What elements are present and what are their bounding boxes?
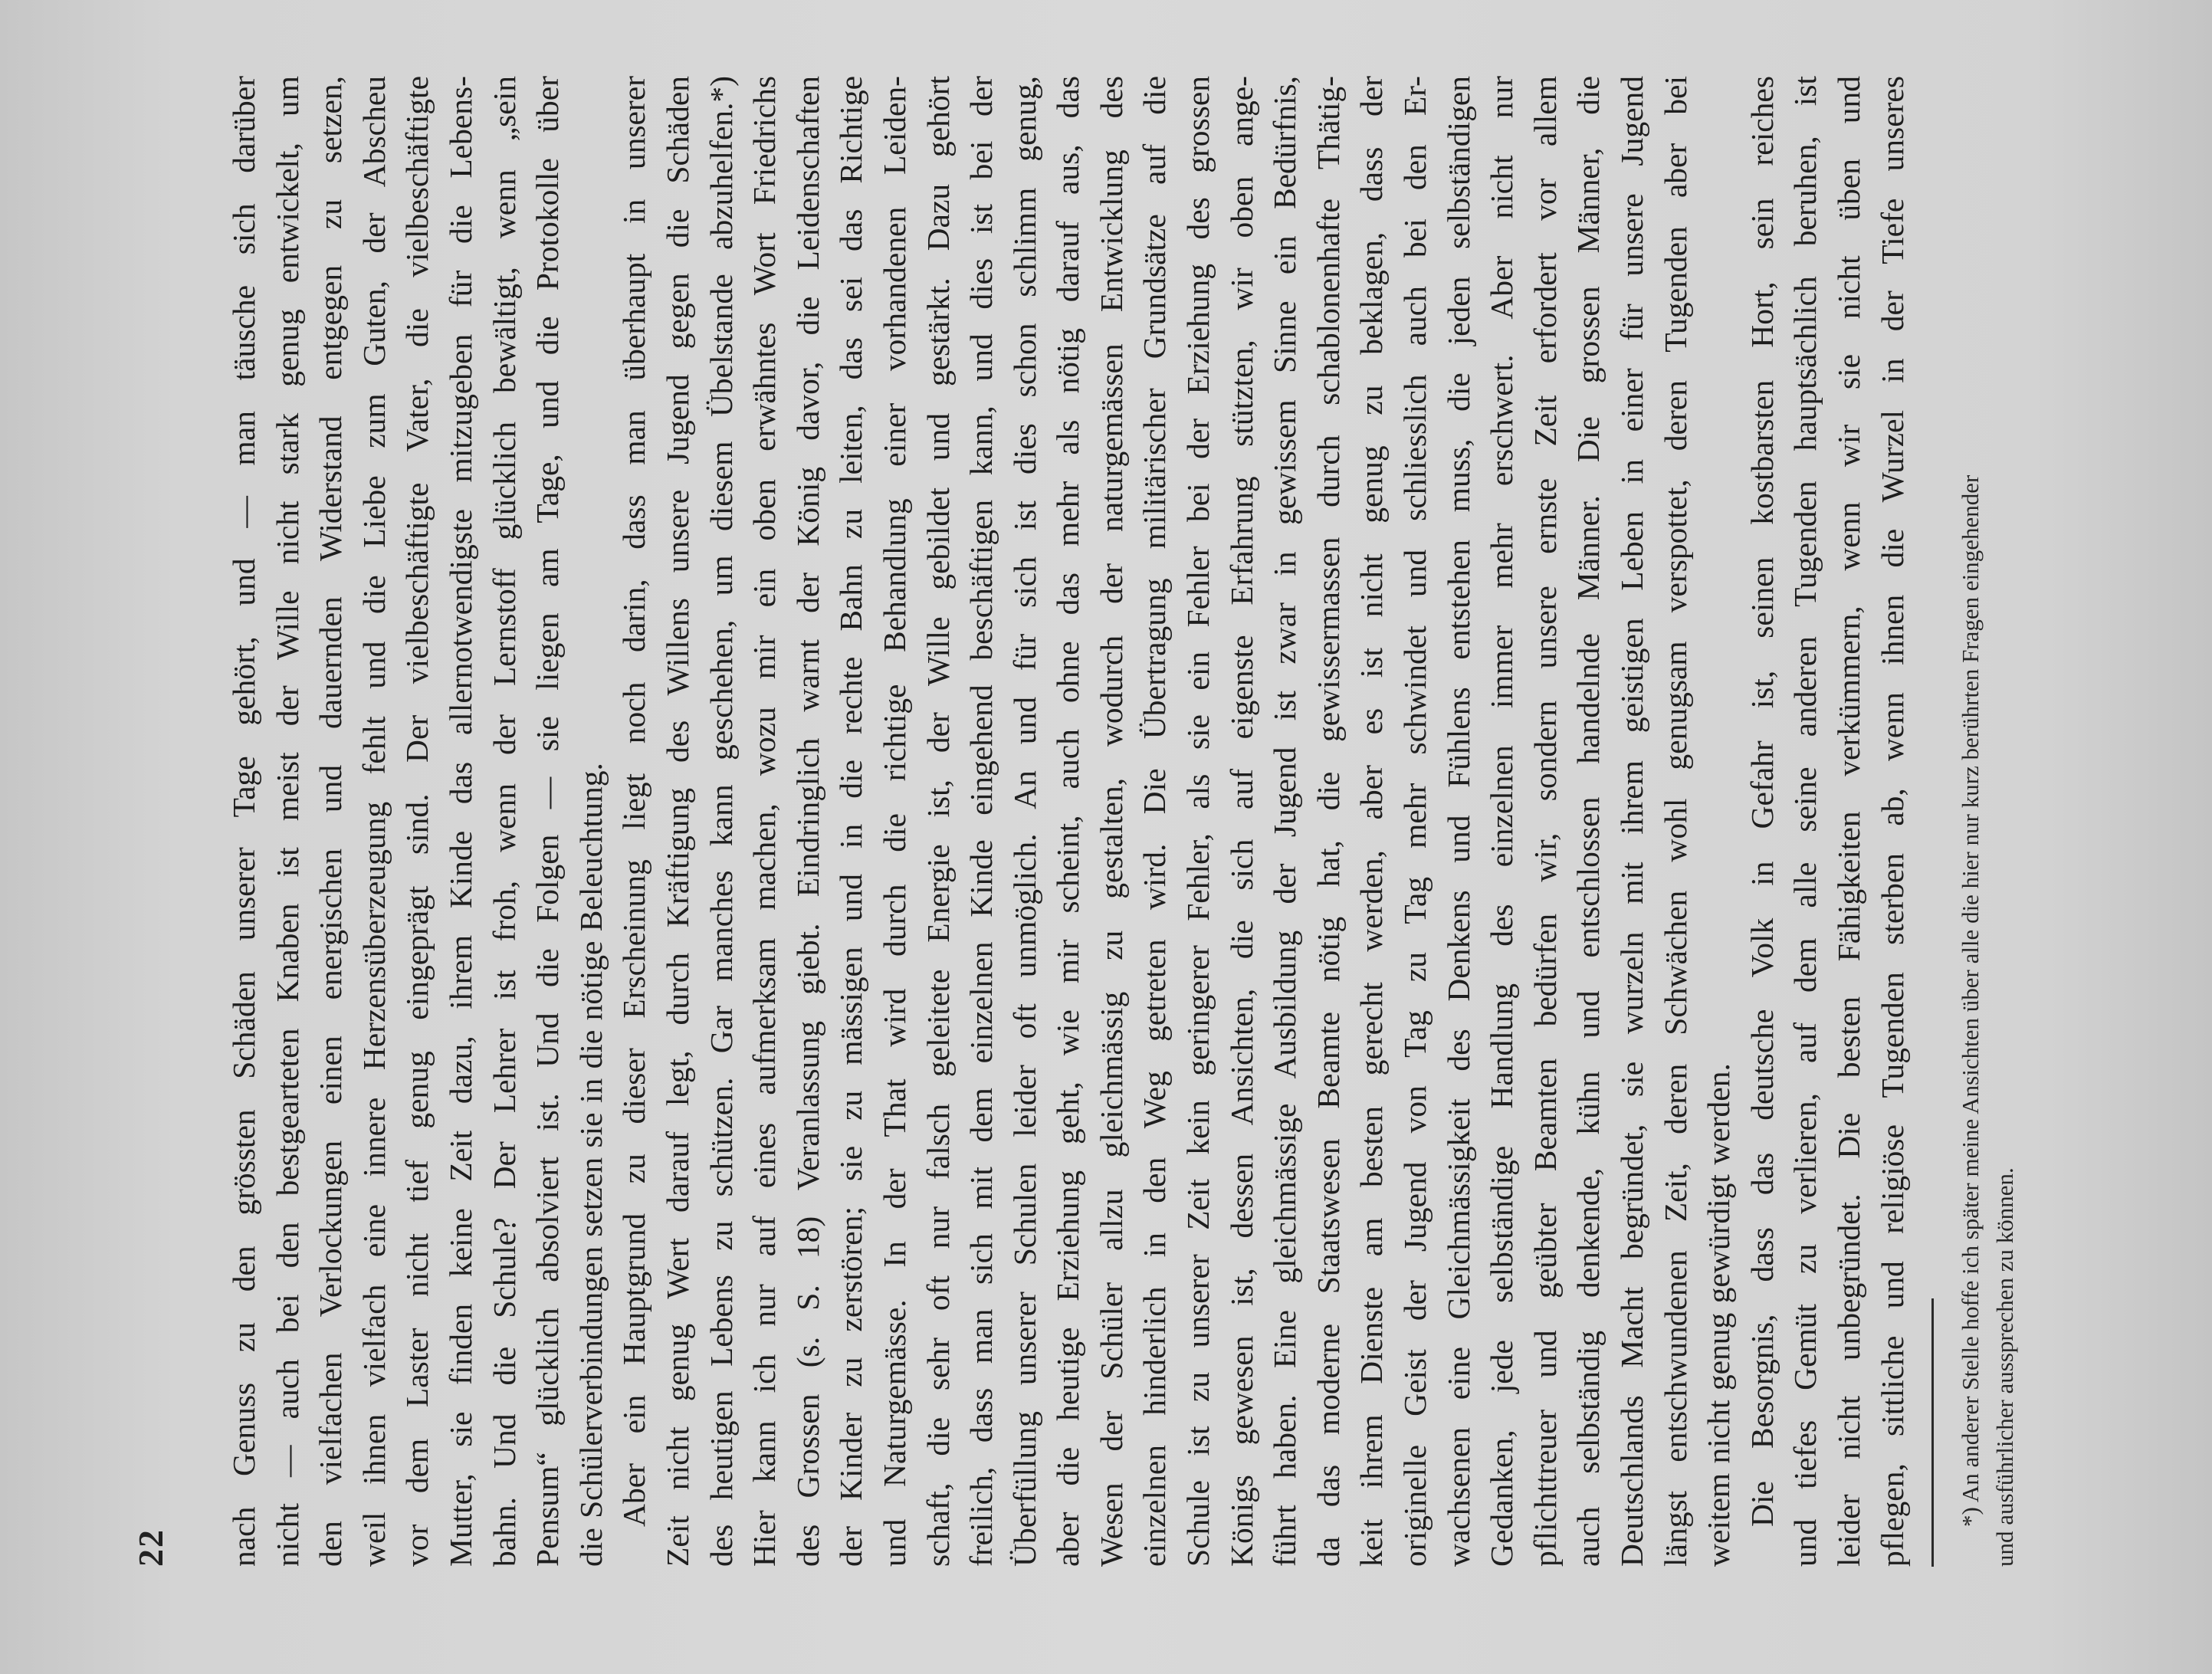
text-line: der Kinder zu zerstören; sie zu mässigen und in die rechte Bahn zu leiten, das sei das Richtige [833,76,869,1567]
text-line: Deutschlands Macht begründet, sie wurzeln mit ihrem geistigen Leben in einer für unsere Jugend [1614,76,1649,1567]
text-line: einzelnen hinderlich in den Weg getreten wird. Die Übertragung militärischer Grundsätze auf die [1137,76,1173,1567]
text-line: freilich, dass man sich mit dem einzelnen Kinde eingehend beschäftigen kann, und dies ist bei der [963,76,999,1567]
footnote-separator-rule [1931,1298,1934,1567]
text-line: bahn. Und die Schule? Der Lehrer ist froh, wenn der Lernstoff glücklich bewältigt, wenn „sein [486,76,522,1567]
text-line: nicht — auch bei den bestgearteten Knaben ist meist der Wille nicht stark genug entwickelt, um [269,76,305,1567]
text-line: keit ihrem Dienste am besten gerecht werden, aber es ist nicht genug zu beklagen, dass der [1354,76,1390,1567]
text-line: Schule ist zu unserer Zeit kein geringerer Fehler, als sie ein Fehler bei der Erziehung des grossen [1180,76,1216,1567]
text-line: aber die heutige Erziehung geht, wie mir scheint, auch ohne das mehr als nötig darauf aus, das [1050,76,1086,1567]
text-line: pflegen, sittliche und religiöse Tugenden sterben ab, wenn ihnen die Wurzel in der Tiefe unseres [1874,76,1910,1567]
text-line: auch selbständig denkende, kühn und entschlossen handelnde Männer. Die grossen Männer, die [1570,76,1606,1567]
footnote-line: und ausführlicher aussprechen zu können. [1991,1167,2018,1567]
text-line: da das moderne Staatswesen Beamte nötig hat, die gewissermassen durch schablonenhafte Thätig- [1310,76,1346,1567]
text-line: vor dem Laster nicht tief genug eingeprägt sind. Der vielbeschäftigte Vater, die vielbeschäftigte [399,76,435,1567]
page-number: 22 [131,1528,170,1567]
text-line: Die Besorgnis, dass das deutsche Volk in Gefahr ist, seinen kostbarsten Hort, sein reiches [1744,76,1780,1527]
text-line: Mutter, sie finden keine Zeit dazu, ihrem Kinde das allernotwendigste mitzugeben für die Lebens- [442,76,478,1567]
text-line: und tiefes Gemüt zu verlieren, auf dem alle seine anderen Tugenden hauptsächlich beruhen, ist [1787,76,1823,1567]
text-line: weil ihnen vielfach eine innere Herzensüberzeugung fehlt und die Liebe zum Guten, der Abscheu [356,76,392,1567]
text-line: Gedanken, jede selbständige Handlung des einzelnen immer mehr erschwert. Aber nicht nur [1484,76,1520,1567]
text-line: pflichttreuer und geübter Beamten bedürfen wir, sondern unsere ernste Zeit erfordert vor allem [1527,76,1563,1567]
text-line: weitem nicht genug gewürdigt werden. [1701,1063,1737,1567]
text-line: Wesen der Schüler allzu gleichmässig zu gestalten, wodurch der naturgemässen Entwicklung des [1093,76,1129,1567]
text-line: schaft, die sehr oft nur falsch geleitete Energie ist, der Wille gebildet und gestärkt. Dazu gehört [920,76,956,1567]
text-line: Hier kann ich nur auf eines aufmerksam machen, wozu mir ein oben erwähntes Wort Friedrichs [747,76,783,1567]
text-line: Überfüllung unserer Schulen leider oft unmöglich. An und für sich ist dies schon schlimm genug, [1006,76,1042,1567]
text-line: Königs gewesen ist, dessen Ansichten, die sich auf eigenste Erfahrung stützten, wir oben ange- [1223,76,1259,1567]
body-text [222,76,1914,1567]
text-line: originelle Geist der Jugend von Tag zu Tag mehr schwindet und schliesslich auch bei den Er- [1397,76,1433,1567]
footnotes [1953,149,2022,1567]
text-line: führt haben. Eine gleichmässige Ausbildung der Jugend ist zwar in gewissem Sinne ein Bedürfnis, [1267,76,1303,1567]
text-line: die Schülerverbindungen setzen sie in die nötige Beleuchtung. [573,763,609,1567]
text-line: Pensum“ glücklich absolviert ist. Und die Folgen — sie liegen am Tage, und die Protokolle über [530,76,566,1567]
footnote-line: *) An anderer Stelle hoffe ich später meine Ansichten über alle die hier nur kurz berührten Fragen eingehender [1957,474,1984,1527]
text-line: leider nicht unbegründet. Die besten Fähigkeiten verkümmern, wenn wir sie nicht üben und [1830,76,1866,1567]
text-line: und Naturgemässe. In der That wird durch die richtige Behandlung einer vorhandenen Leiden- [876,76,912,1567]
text-line: Aber ein Hauptgrund zu dieser Erscheinung liegt noch darin, dass man überhaupt in unserer [616,76,652,1527]
text-line: des heutigen Lebens zu schützen. Gar manches kann geschehen, um diesem Übelstande abzuhelfen.*) [703,76,739,1567]
text-line: längst entschwundenen Zeit, deren Schwächen wohl genugsam verspottet, deren Tugenden aber bei [1657,76,1693,1567]
text-line: nach Genuss zu den grössten Schäden unserer Tage gehört, und — man täusche sich darüber [226,76,261,1567]
text-line: den vielfachen Verlockungen einen energischen und dauernden Widerstand entgegen zu setzen, [313,76,349,1567]
text-line: wachsenen eine Gleichmässigkeit des Denkens und Fühlens entstehen muss, die jeden selbständigen [1440,76,1476,1567]
text-line: Zeit nicht genug Wert darauf legt, durch Kräftigung des Willens unsere Jugend gegen die Schäden [659,76,695,1567]
text-line: des Grossen (s. S. 18) Veranlassung giebt. Eindringlich warnt der König davor, die Leidenschaften [789,76,825,1567]
